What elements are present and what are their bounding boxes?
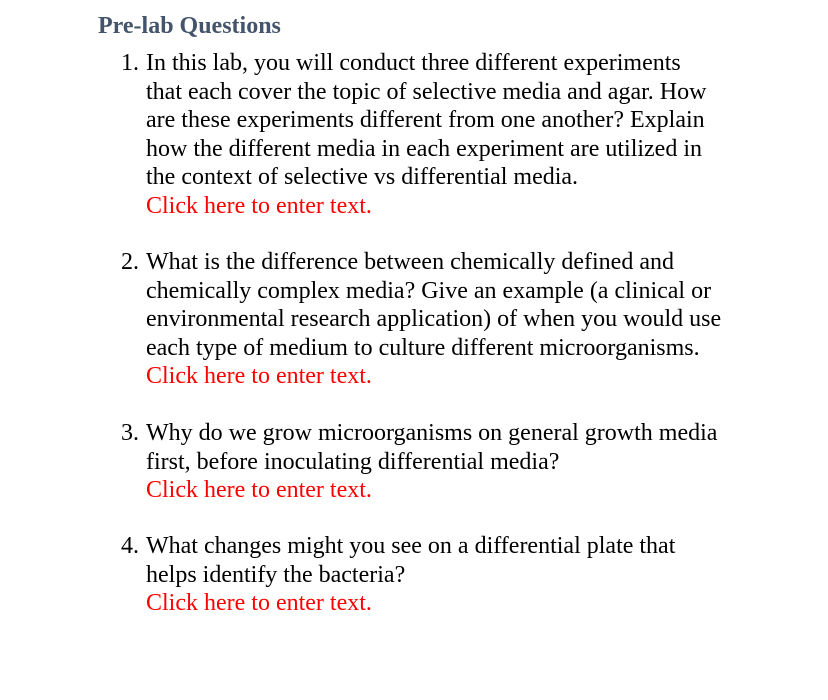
question-number: 1. <box>121 50 139 76</box>
question-text-line: What changes might you see on a differential plate that <box>146 533 676 559</box>
question-text-line: are these experiments different from one another? Explain <box>146 107 705 133</box>
question-text-line: that each cover the topic of selective media and agar. How <box>146 78 707 105</box>
question-text-line: first, before inoculating differential media? <box>146 448 560 475</box>
question-1 <box>121 49 746 220</box>
question-text-line: In this lab, you will conduct three different experiments <box>146 50 681 76</box>
question-text-line: What is the difference between chemically defined and <box>146 249 674 275</box>
question-3 <box>121 419 746 505</box>
section-heading: Pre-lab Questions <box>98 13 281 39</box>
question-text-line: how the different media in each experiment are utilized in <box>146 135 702 162</box>
question-number: 3. <box>121 420 139 446</box>
answer-field-2[interactable]: Click here to enter text. <box>146 363 372 389</box>
question-2 <box>121 248 746 391</box>
answer-field-3[interactable]: Click here to enter text. <box>146 477 372 503</box>
question-text-line: each type of medium to culture different microorganisms. <box>146 334 700 361</box>
question-text-line: environmental research application) of when you would use <box>146 306 722 332</box>
question-text-line: chemically complex media? Give an example (a clinical or <box>146 277 712 304</box>
question-number: 2. <box>121 249 139 275</box>
question-number: 4. <box>121 533 139 559</box>
answer-field-4[interactable]: Click here to enter text. <box>146 590 372 616</box>
question-text-line: the context of selective vs differential media. <box>146 164 579 190</box>
question-text-line: Why do we grow microorganisms on general growth media <box>146 420 718 446</box>
answer-field-1[interactable]: Click here to enter text. <box>146 192 372 219</box>
question-text-line: helps identify the bacteria? <box>146 561 406 588</box>
question-4 <box>121 532 746 618</box>
